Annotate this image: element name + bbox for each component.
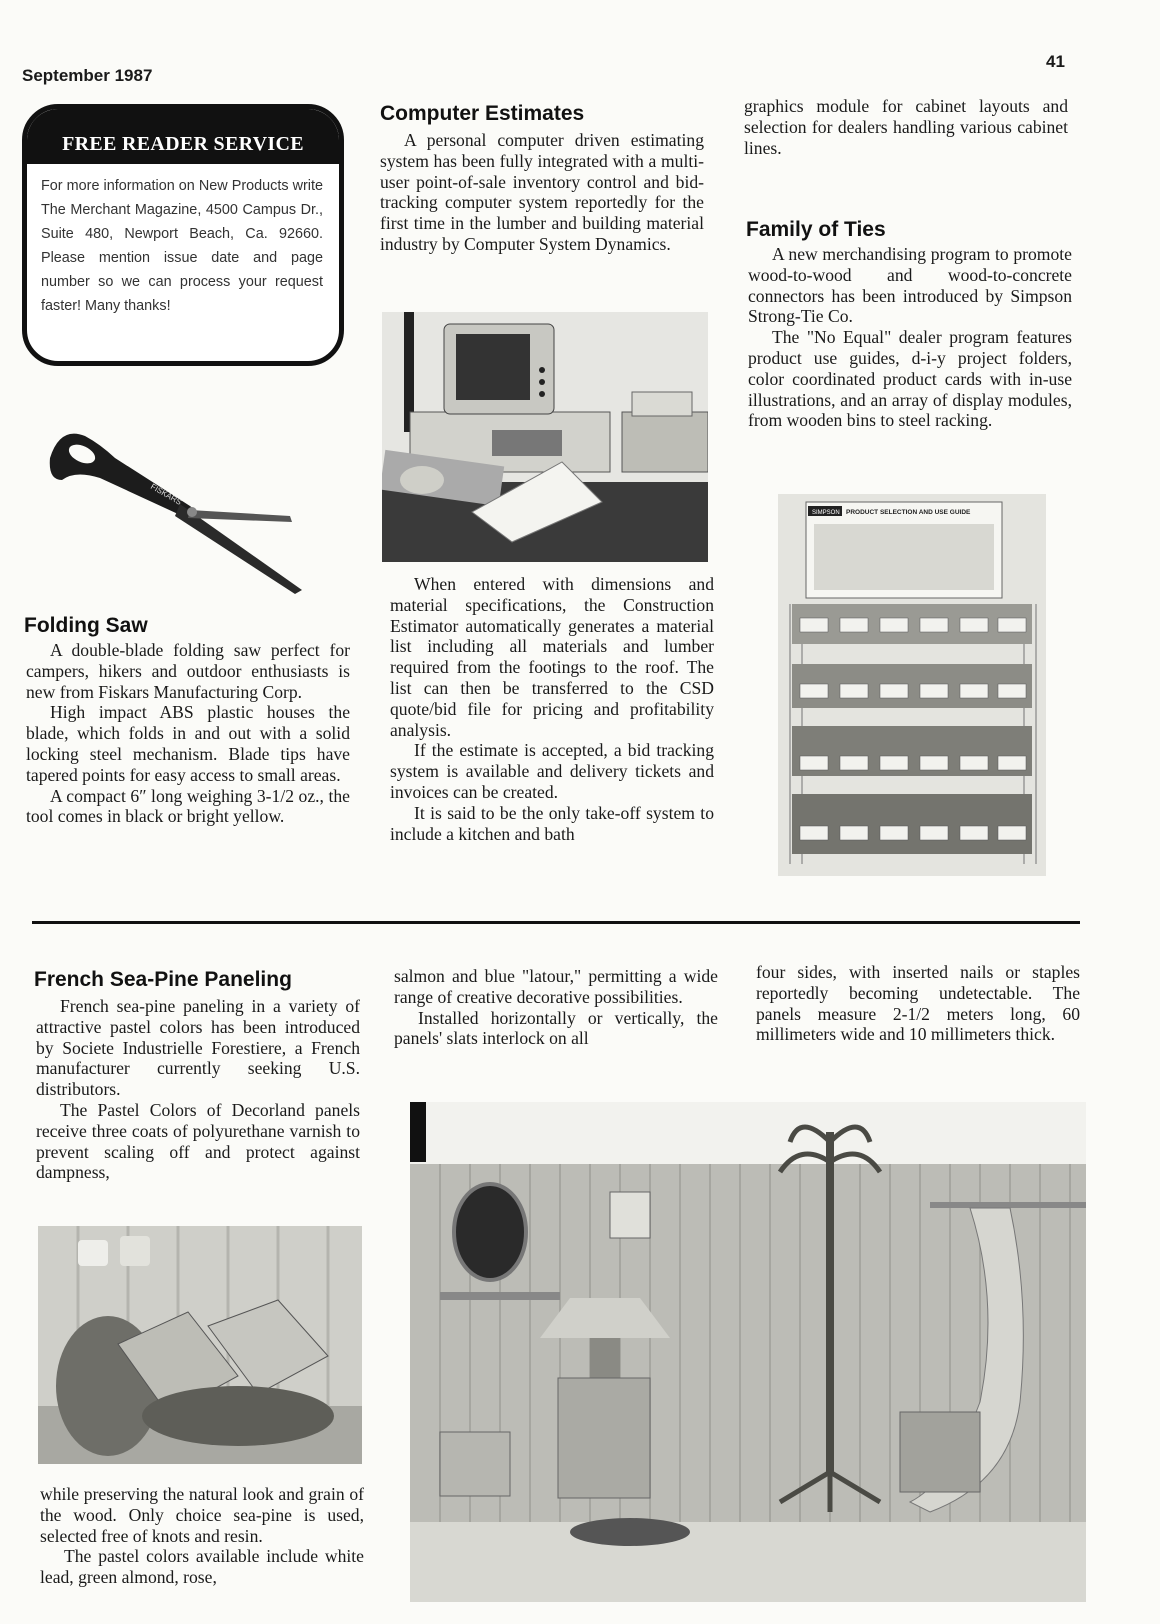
computer-estimates-para-intro: A personal computer driven estimating system has been fully integrated with a multi-user point-of-sale inventory control and bid-tracking computer system reportedly for the first time in the lumber and building material industry by Computer System Dynamics. (380, 130, 704, 254)
baskets-photo (38, 1226, 362, 1464)
computer-estimates-intro (380, 130, 704, 255)
folding-saw-para-2: High impact ABS plastic houses the blade, which folds in and out with a solid locking steel mechanism. Blade tips have tapered points for easy access to small areas. (26, 702, 350, 785)
french-paneling-para-4: The pastel colors available include white lead, green almond, rose, (40, 1546, 364, 1588)
folding-saw-photo (40, 418, 310, 603)
folding-saw-para-3: A compact 6″ long weighing 3-1/2 oz., the tool comes in black or bright yellow. (26, 785, 350, 827)
page-number: 41 (1046, 52, 1065, 71)
french-paneling-heading: French Sea-Pine Paneling (34, 968, 292, 991)
computer-estimates-para-2: If the estimate is accepted, a bid tracking system is available and delivery tickets and invoices can be created. (390, 740, 714, 802)
computer-estimates-para-1: When entered with dimensions and material specifications, the Construction Estimator automatically generates a material list including all materials and lumber required from the footings to the roof. The list can then be transferred to the CSD quote/bid file for pricing and profitability analysis. (390, 574, 714, 740)
display-brand: SIMPSON (812, 510, 840, 516)
french-paneling-para-3: while preserving the natural look and grain of the wood. Only choice sea-pine is used, selected free of knots and resin. (40, 1484, 364, 1546)
computer-estimates-heading: Computer Estimates (380, 102, 585, 125)
issue-date: September 1987 (22, 66, 153, 85)
computer-photo (382, 312, 708, 562)
family-of-ties-body (748, 244, 1072, 431)
french-paneling-para-2: The Pastel Colors of Decorland panels receive three coats of polyurethane varnish to prevent scaling off and protect against dampness, (36, 1099, 360, 1183)
french-paneling-body (36, 996, 360, 1183)
saw-brand-label: FISKARS (149, 481, 184, 507)
computer-estimates-continued (744, 96, 1068, 158)
folding-saw-body (26, 640, 350, 827)
computer-estimates-body (390, 574, 714, 844)
family-of-ties-heading: Family of Ties (746, 218, 886, 241)
french-paneling-col2-para-2: Installed horizontally or vertically, the panels' slats interlock on all (394, 1007, 718, 1049)
reader-service-title: FREE READER SERVICE (27, 109, 339, 164)
computer-estimates-para-3: It is said to be the only take-off system to include a kitchen and bath (390, 802, 714, 844)
french-paneling-col2 (394, 966, 718, 1049)
french-paneling-body-lower (40, 1484, 364, 1588)
french-paneling-col3 (756, 962, 1080, 1045)
french-paneling-col2-para-1: salmon and blue "latour," permitting a wide range of creative decorative possibilities. (394, 966, 718, 1007)
family-of-ties-para-1: A new merchandising program to promote wood-to-wood and wood-to-concrete connectors has been introduced by Simpson Strong-Tie Co. (748, 244, 1072, 327)
reader-service-box (22, 104, 344, 366)
french-paneling-col3-para: four sides, with inserted nails or staples reportedly becoming undetectable. The panels measure 2-1/2 meters long, 60 millimeters wide and 10 millimeters thick. (756, 962, 1080, 1045)
folding-saw-para-1: A double-blade folding saw perfect for campers, hikers and outdoor enthusiasts is new from Fiskars Manufacturing Corp. (26, 640, 350, 702)
family-of-ties-para-2: The "No Equal" dealer program features product use guides, d-i-y project folders, color coordinated product cards with in-use illustrations, and an array of display modules, from wooden bins to steel racking. (748, 327, 1072, 431)
french-paneling-para-1: French sea-pine paneling in a variety of attractive pastel colors has been introduced by Societe Industrielle Forestiere, a French manufacturer currently seeking U.S. distributors. (36, 996, 360, 1100)
rack-shelves (792, 604, 1032, 854)
reader-service-text: For more information on New Products write The Merchant Magazine, 4500 Campus Dr., Suite 480, Newport Beach, Ca. 92660. Please mention issue date and page number so we can process your request faster! Many thanks! (41, 178, 323, 314)
folding-saw-heading: Folding Saw (24, 614, 148, 637)
display-rack-photo (778, 494, 1046, 876)
display-sign-title: PRODUCT SELECTION AND USE GUIDE (846, 509, 971, 516)
computer-estimates-para-continued: graphics module for cabinet layouts and selection for dealers handling various cabinet lines. (744, 96, 1068, 158)
section-divider (32, 921, 1080, 924)
paneling-room-photo (410, 1102, 1086, 1602)
